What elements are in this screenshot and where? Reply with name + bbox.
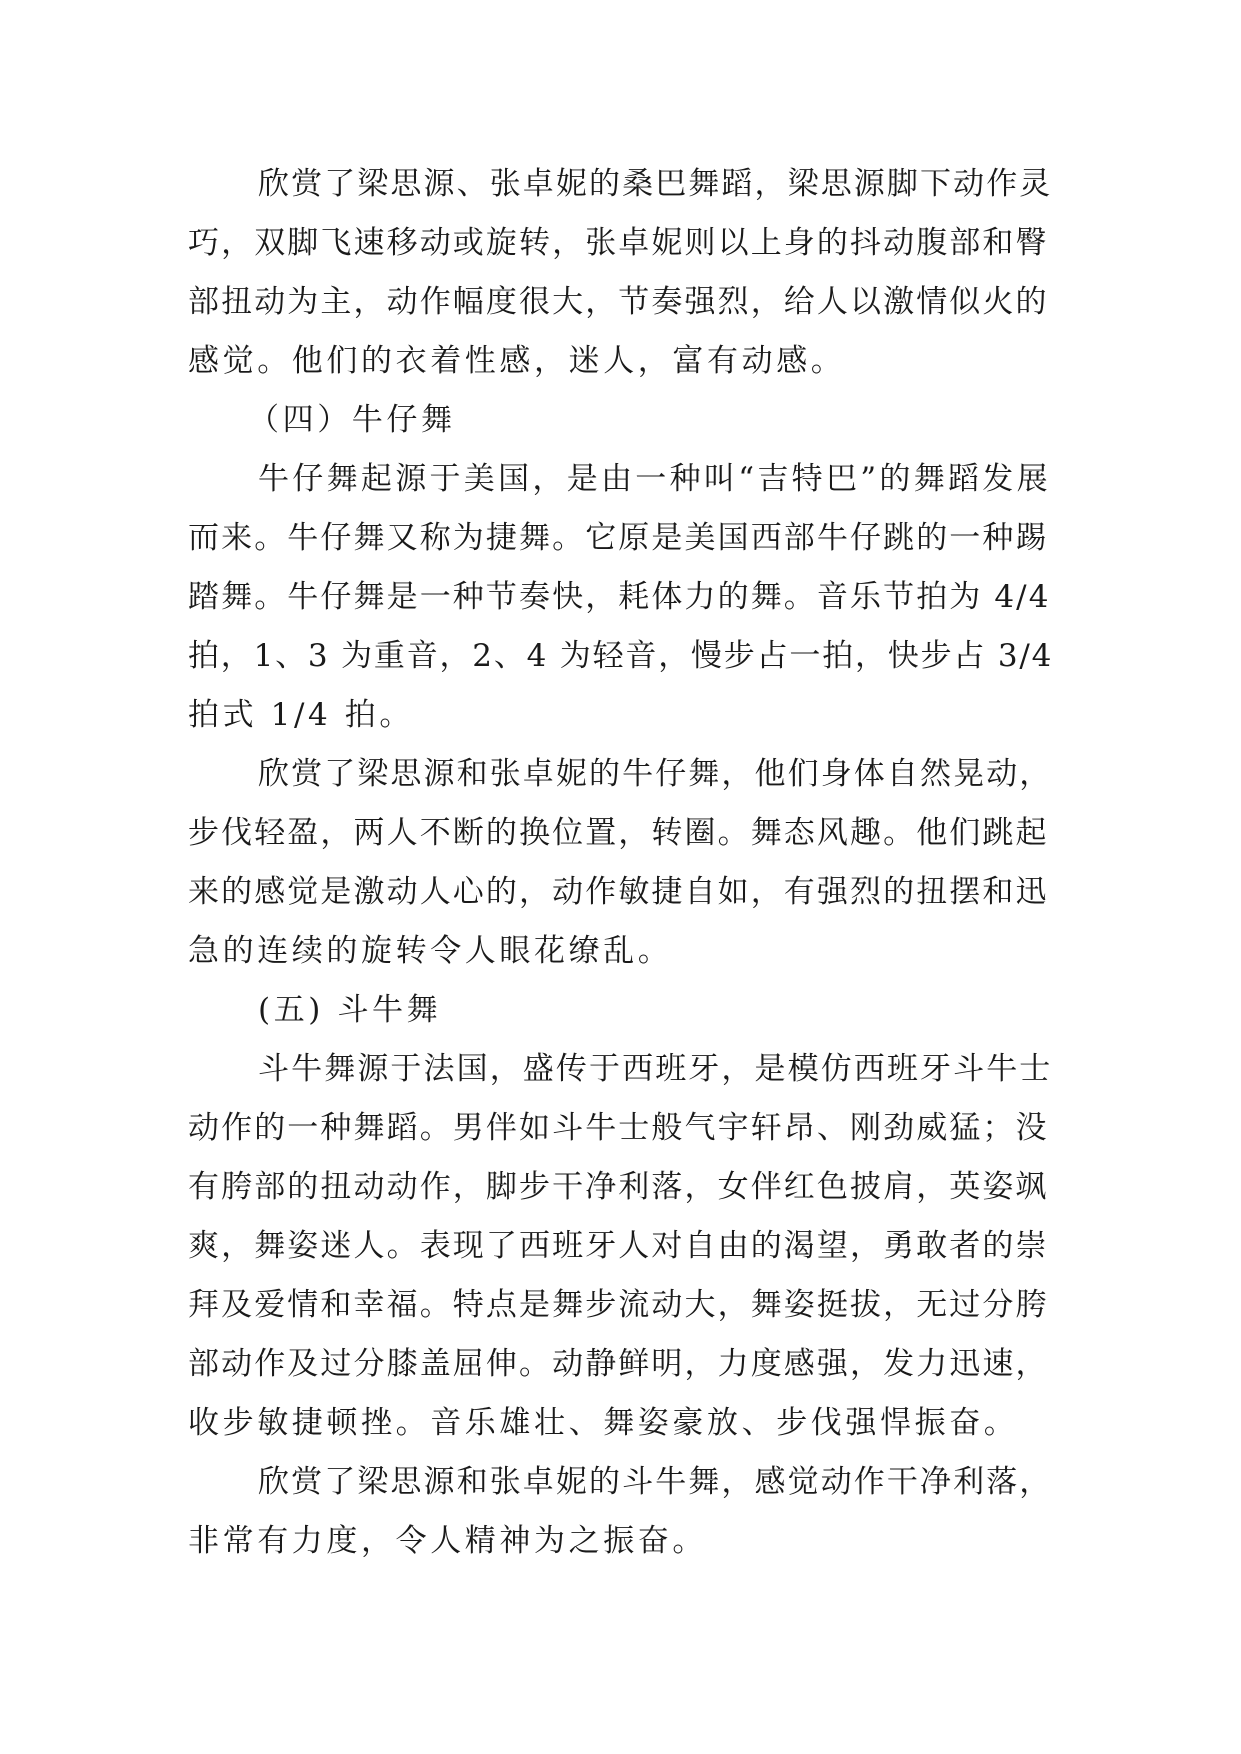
text-line: 欣赏了梁思源和张卓妮的牛仔舞，他们身体自然晃动，	[258, 756, 1053, 792]
text-line: 步伐轻盈，两人不断的换位置，转圈。舞态风趣。他们跳起	[188, 815, 1049, 851]
text-line: 拜及爱情和幸福。特点是舞步流动大，舞姿挺拔，无过分胯	[188, 1287, 1049, 1323]
text-line: 欣赏了梁思源、张卓妮的桑巴舞蹈，梁思源脚下动作灵	[258, 166, 1053, 202]
text-line: 非常有力度，令人精神为之振奋。	[188, 1523, 707, 1559]
text-line: 拍，1、3 为重音，2、4 为轻音，慢步占一拍，快步占 3/4	[188, 638, 1054, 674]
text-line: 欣赏了梁思源和张卓妮的斗牛舞，感觉动作干净利落，	[258, 1464, 1053, 1500]
text-line: 牛仔舞起源于美国，是由一种叫“吉特巴”的舞蹈发展	[258, 461, 1051, 497]
text-line: 部扭动为主，动作幅度很大，节奏强烈，给人以激情似火的	[188, 284, 1049, 320]
text-line: 斗牛舞源于法国，盛传于西班牙，是模仿西班牙斗牛士	[258, 1051, 1053, 1087]
text-line: 踏舞。牛仔舞是一种节奏快，耗体力的舞。音乐节拍为 4/4	[188, 579, 1051, 615]
text-line: 拍式 1/4 拍。	[188, 697, 414, 733]
text-line: 巧，双脚飞速移动或旋转，张卓妮则以上身的抖动腹部和臀	[188, 225, 1049, 261]
text-line: 部动作及过分膝盖屈伸。动静鲜明，力度感强，发力迅速，	[188, 1346, 1049, 1382]
text-line: 而来。牛仔舞又称为捷舞。它原是美国西部牛仔跳的一种踢	[188, 520, 1049, 556]
text-line: 来的感觉是激动人心的，动作敏捷自如，有强烈的扭摆和迅	[188, 874, 1049, 910]
text-line: 有胯部的扭动动作，脚步干净利落，女伴红色披肩，英姿飒	[188, 1169, 1049, 1205]
heading-text: （四）牛仔舞	[248, 402, 456, 438]
text-line: 动作的一种舞蹈。男伴如斗牛士般气宇轩昂、刚劲威猛；没	[188, 1110, 1049, 1146]
text-line: 急的连续的旋转令人眼花缭乱。	[188, 933, 673, 969]
text-line: 感觉。他们的衣着性感，迷人，富有动感。	[188, 343, 846, 379]
text-line: 爽，舞姿迷人。表现了西班牙人对自由的渴望，勇敢者的崇	[188, 1228, 1049, 1264]
heading-text: (五) 斗牛舞	[258, 992, 442, 1028]
text-line: 收步敏捷顿挫。音乐雄壮、舞姿豪放、步伐强悍振奋。	[188, 1405, 1019, 1441]
